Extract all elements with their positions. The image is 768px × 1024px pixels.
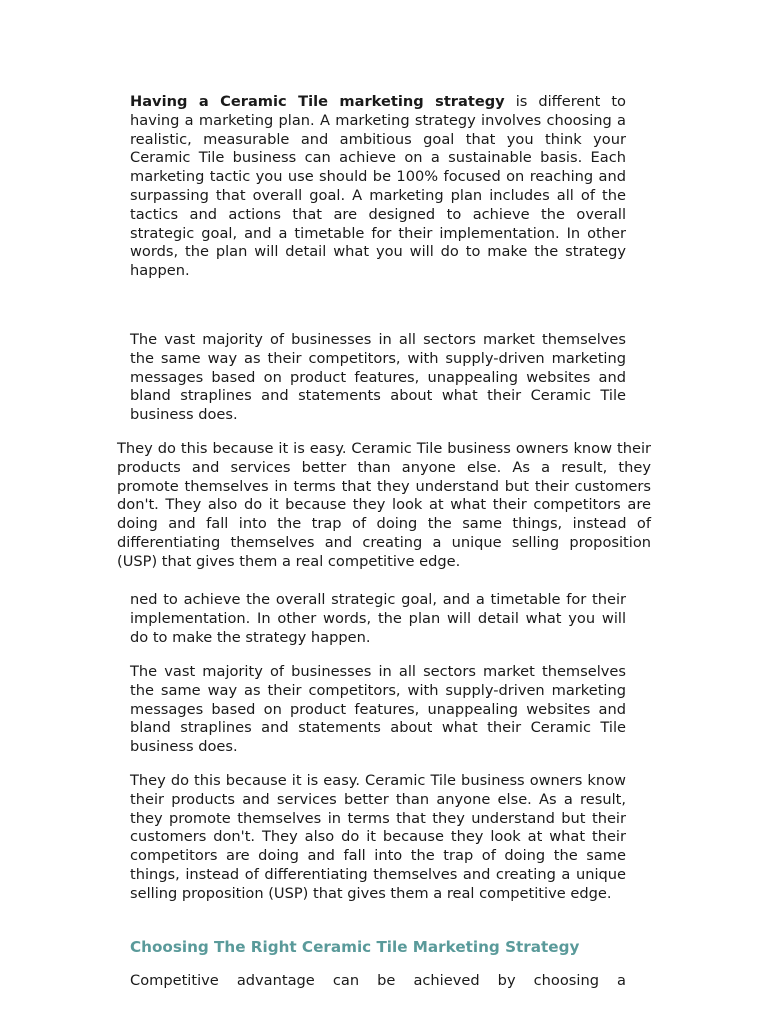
paragraph-easy-reason-repeat: They do this because it is easy. Ceramic Tile business owners know their products and services better than anyone else. As a result, they promote themselves in terms that they understand but their customers don't. They also do it because they look at what their competitors are doing and fall into the trap of doing the same things, instead of differentiating themselves and creating a unique selling proposition (USP) that gives them a real competitive edge. [130, 772, 626, 902]
paragraph-majority-businesses: The vast majority of businesses in all sectors market themselves the same way as their competitors, with supply-driven marketing messages based on product features, unappealing websites and bland straplines and statements about what their Ceramic Tile business does. [130, 331, 626, 424]
paragraph-majority-businesses-repeat: The vast majority of businesses in all sectors market themselves the same way as their competitors, with supply-driven marketing messages based on product features, unappealing websites and bland straplines and statements about what their Ceramic Tile business does. [130, 663, 626, 756]
paragraph-easy-reason: They do this because it is easy. Ceramic Tile business owners know their products and services better than anyone else. As a result, they promote themselves in terms that they understand but their customers don't. They also do it because they look at what their competitors are doing and fall into the trap of doing the same things, instead of differentiating themselves and creating a unique selling proposition (USP) that gives them a real competitive edge. [117, 440, 651, 570]
paragraph-text: is different to having a marketing plan. A marketing strategy involves choosing a realistic, measurable and ambitious goal that you think your Ceramic Tile business can achieve on a sustainable basis. Each marketing tactic you use should be 100% focused on reaching and surpassing that overall goal. A marketing plan includes all of the tactics and actions that are designed to achieve the overall strategic goal, and a timetable for their implementation. In other words, the plan will detail what you will do to make the strategy happen. [130, 93, 626, 280]
lead-phrase: Having a Ceramic Tile marketing strategy [130, 93, 505, 110]
paragraph-competitive-advantage: Competitive advantage can be achieved by choosing a [130, 972, 626, 989]
paragraph-fragment: ned to achieve the overall strategic goal, and a timetable for their implementation. In other words, the plan will detail what you will do to make the strategy happen. [130, 591, 626, 646]
section-heading: Choosing The Right Ceramic Tile Marketing Strategy [130, 938, 580, 956]
paragraph-strategy-vs-plan [130, 93, 626, 281]
